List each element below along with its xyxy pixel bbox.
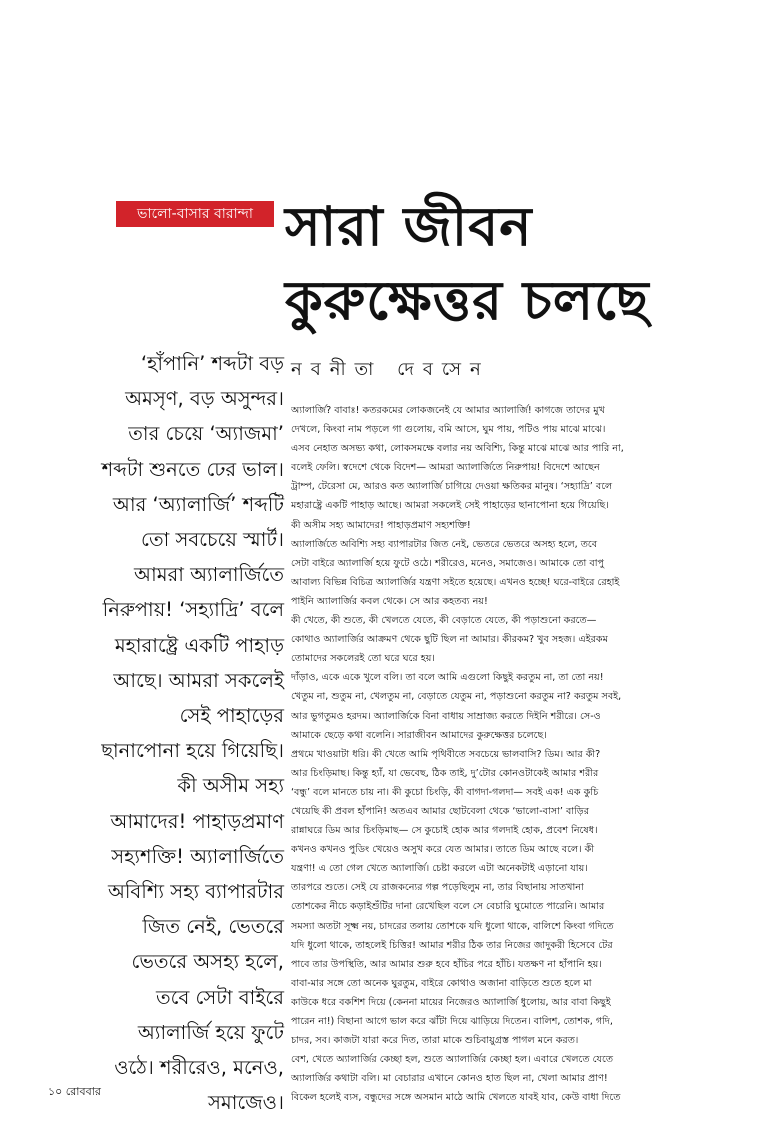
body-line: অ্যালার্জিতে অবিশ্যি সহ্য ব্যাপারটার জিত নেই, ভেতরে ভেতরে অসহ্য হলে, তবে	[291, 538, 598, 550]
body-line: খেয়েছি কী প্রবল হাঁপানি! অতএব আমার ছোটবেলা থেকে ‘ভালো-বাসা’ বাড়ির	[291, 805, 589, 817]
body-line: বলেই ফেলি। স্বদেশে থেকে বিদেশ— আমরা অ্যালার্জিতে নিরুপায়! বিদেশে আছেন	[291, 462, 600, 474]
body-line: অ্যালার্জি? বাবাঃ! কতরকমের লোকজনেই যে আমার অ্যালার্জি! কাগজে তাদের মুখ	[291, 405, 605, 416]
body-line: আর চিংড়িমাছ। কিন্তু হ্যাঁ, যা ভেবেছ, ঠিক তাই, দু’টোর কোনওটাকেই আমার শরীর	[291, 767, 599, 779]
body-line: কী অসীম সহ্য আমাদের! পাহাড়প্রমাণ সহ্যশক্তি!	[291, 519, 471, 531]
body-line: অ্যালার্জির কথাটা বলি। মা বেচারার এখানে কোনও হাত ছিল না, খেলা আমার প্রাণ!	[291, 1073, 608, 1085]
body-line: বেশ, খেতে অ্যালার্জির কেচ্ছা হল, শুতে অ্যালার্জির কেচ্ছা হল। এবারে খেলতে যেতে	[291, 1054, 614, 1066]
pull-quote-line: অবিশ্যি সহ্য ব্যাপারটার	[107, 880, 284, 904]
body-line: রান্নাঘরে ডিম আর চিংড়িমাছ— সে কুচোই হোক আর গলদাই হোক, প্রবেশ নিষেধ।	[291, 825, 598, 837]
body-line: পাইনি অ্যালার্জির কবল থেকে। সে আর কহতব্য নয়!	[291, 595, 488, 607]
body-line: বিকেল হলেই ব্যস, বন্ধুদের সঙ্গে অসমান মাঠে আমি খেলতে যাবই যাব, কেউ বাধা দিতে	[291, 1092, 621, 1104]
pull-quote-line: আছে। আমরা সকলেই	[113, 668, 284, 692]
body-line: পাবে তার উপস্থিতি, আর আমার শুরু হবে হাঁচির পরে হাঁচি। যতক্ষণ না হাঁপানি হয়।	[291, 958, 602, 970]
pull-quote-line: আর ‘অ্যালার্জি’ শব্দটি	[112, 492, 284, 516]
pull-quote-line: জিত নেই, ভেতরে	[142, 915, 284, 939]
pull-quote-line: আমাদের! পাহাড়প্রমাণ	[110, 809, 284, 833]
body-line: এসব নেহাত অসভ্য কথা, লোকসমক্ষে বলার নয় অবিশ্যি, কিন্তু মাঝে মাঝে আর পারি না,	[291, 443, 624, 455]
pull-quote-line: ওঠে। শরীরেও, মনেও,	[114, 1056, 284, 1080]
body-line: কী খেতে, কী শুতে, কী খেলতে যেতে, কী বেড়াতে যেতে, কী পড়াশুনো করতে—	[291, 615, 597, 627]
body-line: ট্রাম্প, টেরেসা মে, আরও কত অ্যালার্জি চাগিয়ে দেওয়া ক্ষতিকর মানুষ। ‘সহ্যাদ্রি’ বলে	[291, 481, 613, 493]
pull-quote-line: সমাজেও।	[208, 1091, 284, 1115]
body-line: দেখলে, কিংবা নাম পড়লে গা গুলোয়, বমি আসে, ঘুম পায়, পটিও পায় মাঝে মাঝে।	[291, 424, 606, 436]
body-line: কাউকে ধরে বকশিশ দিয়ে (কেননা মায়ের নিজেরও অ্যালার্জি ধুলোয়, আর বাবা কিছুই	[291, 996, 611, 1008]
article-title	[285, 190, 755, 338]
pull-quote-line: তো সবচেয়ে স্মার্ট।	[141, 528, 284, 552]
body-line: তোমাদের সকলেরই তো ঘরে ঘরে হয়।	[291, 653, 435, 665]
body-line: কোথাও অ্যালার্জির আক্রমণ থেকে ছুটি ছিল না আমার। কীরকম? খুব সহজ। এইরকম	[291, 634, 608, 646]
article-body	[291, 401, 709, 1107]
pull-quote-line: নিরুপায়! ‘সহ্যাদ্রি’ বলে	[102, 598, 284, 622]
pull-quote-line: ‘হাঁপানি’ শব্দটা বড়	[140, 352, 284, 375]
page-footer: ১০ রোববার	[48, 1085, 101, 1098]
body-line: পারেন না!) বিছানা আগে ভাল করে ঝাঁটা দিয়ে ঝাড়িয়ে দিতেন। বালিশ, তোশক, গদি,	[291, 1016, 613, 1027]
pull-quote-line: অ্যালার্জি হয়ে ফুটে	[137, 1020, 284, 1044]
pull-quote	[62, 346, 284, 1120]
pull-quote-line: ভেতরে অসহ্য হলে,	[131, 950, 284, 974]
body-line: সেটা বাইরে অ্যালার্জি হয়ে ফুটে ওঠে। শরীরেও, মনেও, সমাজেও। আমাকে তো বাপু	[291, 557, 604, 569]
title-line-2: কুরুক্ষেত্তর চলছে	[285, 269, 650, 332]
body-line: দাঁড়াও, একে একে খুলে বলি। তা বলে আমি এগুলো কিছুই করতুম না, তা তো নয়!	[291, 672, 604, 684]
author-byline: নবনীতা দেবসেন	[291, 359, 490, 380]
section-tag: ভালো-বাসার বারান্দা	[116, 201, 274, 227]
pull-quote-line: ছানাপোনা হয়ে গিয়েছি।	[101, 739, 284, 763]
body-line: যদি ধুলো থাকে, তাহলেই চিত্তির! আমার শরীর ঠিক তার নিজের জাদুকরী হিসেবে টের	[291, 939, 613, 951]
body-line: যন্ত্রণা! এ তো গেল খেতে অ্যালার্জি। চেষ্টা করলে এটা অনেকটাই এড়ানো যায়।	[291, 863, 588, 875]
body-line: সমস্যা অতটা সূক্ষ্ম নয়, চাদরের তলায় তোশকে যদি ধুলো থাকে, বালিশে কিংবা গদিতে	[291, 920, 614, 932]
body-line: আর ভুগতুমও হরদম। অ্যালার্জিকে বিনা বাধায় সাম্রাজ্য করতে দিইনি শরীরে। সে-ও	[291, 710, 601, 722]
pull-quote-line: তার চেয়ে ‘অ্যাজমা’	[128, 422, 284, 446]
body-line: প্রথমে খাওয়াটা ধরি। কী খেতে আমি পৃথিবীতে সবচেয়ে ভালবাসি? ডিম। আর কী?	[291, 748, 601, 760]
body-line: কখনও কখনও পুডিং খেয়েও অসুখ করে যেত আমার। তাতে ডিম আছে বলে। কী	[291, 844, 595, 856]
pull-quote-line: মহারাষ্ট্রে একটি পাহাড়	[114, 633, 284, 657]
body-line: তারপরে শুতে। সেই যে রাজকন্যের গল্প পড়েছিলুম না, তার বিছানায় সাতখানা	[291, 882, 584, 894]
title-line-1: সারা জীবন	[285, 195, 533, 258]
pull-quote-line: আমরা অ্যালার্জিতে	[133, 563, 284, 587]
pull-quote-line: কী অসীম সহ্য	[177, 774, 284, 798]
pull-quote-line: তবে সেটা বাইরে	[155, 985, 284, 1009]
pull-quote-line: সহ্যশক্তি! অ্যালার্জিতে	[111, 844, 284, 868]
pull-quote-line: অমসৃণ, বড় অসুন্দর।	[125, 387, 284, 411]
body-line: খেতুম না, শুতুম না, খেলতুম না, বেড়াতে যেতুম না, পড়াশুনো করতুম না? করতুম সবই,	[291, 691, 622, 703]
pull-quote-line: সেই পাহাড়ের	[179, 704, 284, 728]
body-line: আবাল্য বিভিন্ন বিচিত্র অ্যালার্জির যন্ত্রণা সইতে হয়েছে। এখনও হচ্ছে! ঘরে-বাইরে রেহাই	[291, 576, 620, 588]
body-line: চাদর, সব। কাজটা যারা করে দিত, তারা মাকে শুচিবায়ুগ্রস্ত পাগল মনে করত।	[291, 1035, 579, 1047]
body-line: ‘বন্ধু’ বলে মানতে চায় না। কী কুচো চিংড়ি, কী বাগদা-গলদা— সবই এক! এক কুচি	[291, 786, 599, 798]
pull-quote-line: শব্দটা শুনতে ঢের ভাল।	[101, 457, 284, 481]
body-line: আমাকে ছেড়ে কথা বলেনি। সারাজীবন আমাদের কুরুক্ষেত্তর চলেছে।	[291, 729, 547, 741]
body-line: মহারাষ্ট্রে একটি পাহাড় আছে। আমরা সকলেই সেই পাহাড়ের ছানাপোনা হয়ে গিয়েছি।	[291, 500, 609, 512]
body-line: বাবা-মার সঙ্গে তো অনেক ঘুরতুম, বাইরে কোথাও অজানা বাড়িতে শুতে হলে মা	[291, 977, 592, 989]
body-line: তোশকের নীচে কড়াইশুঁটির দানা রেখেছিল বলে সে বেচারি ঘুমোতে পারেনি। আমার	[291, 901, 605, 913]
